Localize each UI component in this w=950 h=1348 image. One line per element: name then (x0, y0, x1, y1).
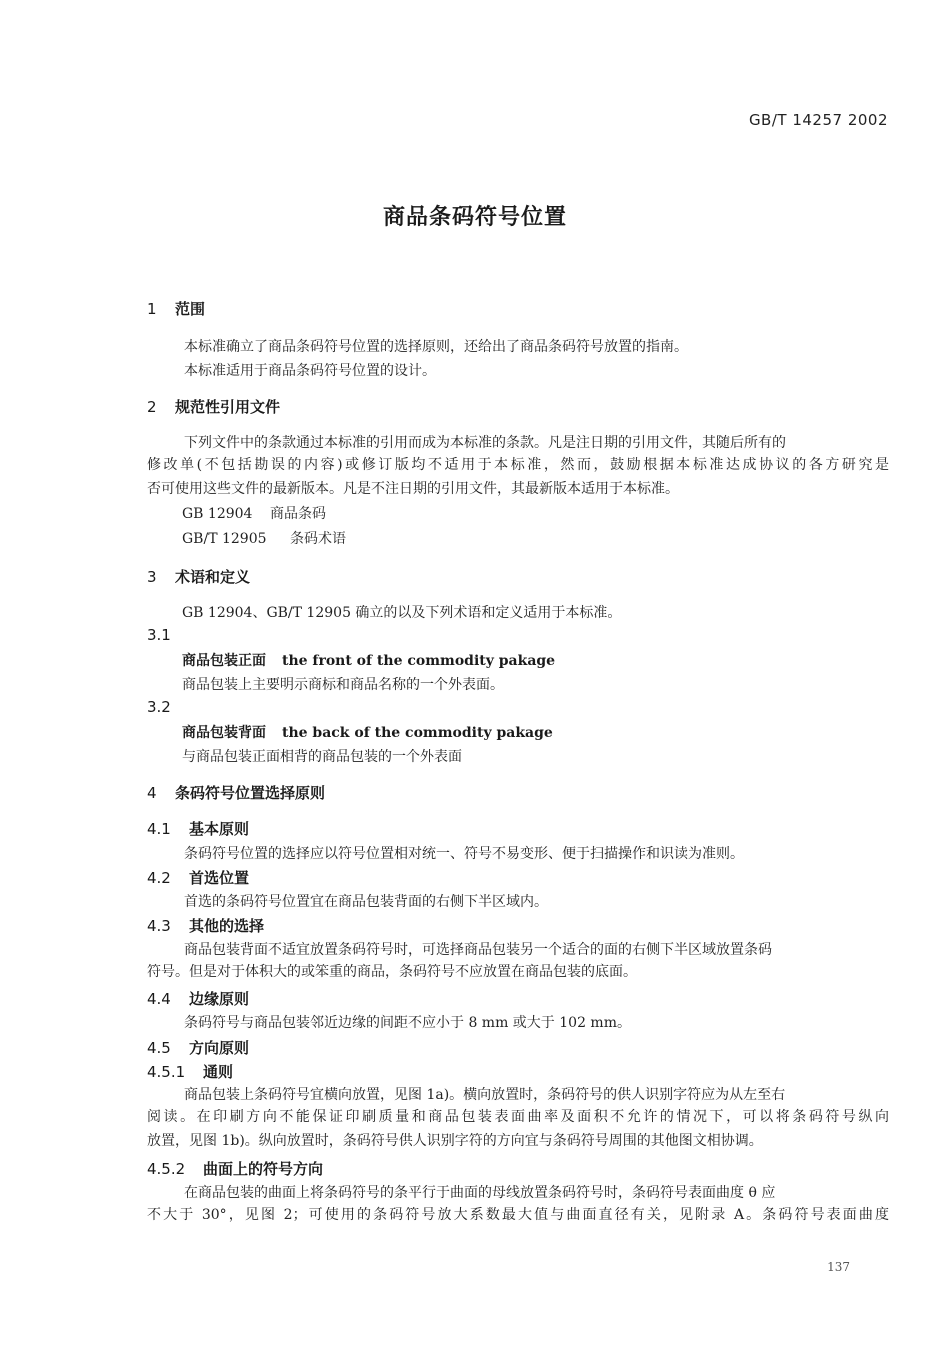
section-number: 1 (147, 300, 157, 318)
paragraph-line: 在商品包装的曲面上将条码符号的条平行于曲面的母线放置条码符号时，条码符号表面曲度 θ 应 (184, 1185, 776, 1201)
term-definition: 商品包装上主要明示商标和商品名称的一个外表面。 (182, 677, 504, 693)
subsection-4-2-heading (147, 867, 249, 888)
subsection-title: 首选位置 (189, 869, 250, 887)
reference-code: GB 12904 (182, 506, 253, 522)
term-number: 3.2 (147, 698, 171, 716)
term-name-cn: 商品包装背面 (182, 725, 266, 741)
subsection-4-5-heading (147, 1037, 249, 1058)
paragraph-line: 商品包装上条码符号宜横向放置，见图 1a)。横向放置时，条码符号的供人识别字符应为从左至右 (184, 1087, 786, 1103)
subsection-number: 4.5.1 (147, 1063, 186, 1081)
subsection-title: 通则 (203, 1063, 234, 1081)
page-title: 商品条码符号位置 (382, 205, 567, 230)
standard-code: GB/T 14257 2002 (748, 111, 888, 129)
paragraph-line: 不大于 30°，见图 2；可使用的条码符号放大系数最大值与曲面直径有关，见附录 A。条码符号表面曲度 (147, 1207, 889, 1223)
subsection-number: 4.3 (147, 917, 171, 935)
paragraph: 首选的条码符号位置宜在商品包装背面的右侧下半区域内。 (184, 894, 548, 910)
paragraph-line: 下列文件中的条款通过本标准的引用而成为本标准的条款。凡是注日期的引用文件，其随后所有的 (184, 435, 786, 451)
section-title: 条码符号位置选择原则 (175, 784, 326, 802)
reference-code: GB/T 12905 (182, 531, 267, 547)
subsection-4-5-2-heading (147, 1158, 323, 1179)
reference-name: 条码术语 (290, 531, 346, 547)
section-number: 2 (147, 398, 157, 416)
reference-item (182, 503, 326, 523)
subsection-title: 其他的选择 (189, 917, 265, 935)
paragraph: GB 12904、GB/T 12905 确立的以及下列术语和定义适用于本标准。 (182, 605, 622, 621)
paragraph-line: 商品包装背面不适宜放置条码符号时，可选择商品包装另一个适合的面的右侧下半区域放置条码 (184, 942, 772, 958)
subsection-number: 4.4 (147, 990, 171, 1008)
section-title: 范围 (175, 300, 206, 318)
section-1-heading (147, 298, 205, 319)
subsection-4-3-heading (147, 915, 264, 936)
section-3-heading (147, 566, 250, 587)
subsection-title: 方向原则 (189, 1039, 250, 1057)
reference-item (182, 528, 346, 548)
subsection-title: 基本原则 (189, 820, 250, 838)
term-heading (182, 650, 555, 670)
paragraph-line: 否可使用这些文件的最新版本。凡是不注日期的引用文件，其最新版本适用于本标准。 (147, 481, 679, 497)
subsection-title: 边缘原则 (189, 990, 250, 1008)
subsection-title: 曲面上的符号方向 (203, 1160, 324, 1178)
paragraph: 本标准确立了商品条码符号位置的选择原则，还给出了商品条码符号放置的指南。 (184, 339, 688, 355)
section-title: 规范性引用文件 (175, 398, 281, 416)
subsection-4-5-1-heading (147, 1061, 233, 1082)
subsection-4-1-heading (147, 818, 249, 839)
term-name-cn: 商品包装正面 (182, 653, 266, 669)
section-number: 3 (147, 568, 157, 586)
page-number: 137 (827, 1260, 850, 1274)
reference-name: 商品条码 (270, 506, 326, 522)
section-2-heading (147, 396, 280, 417)
term-name-en: the back of the commodity pakage (282, 725, 553, 741)
term-name-en: the front of the commodity pakage (282, 653, 556, 669)
paragraph: 本标准适用于商品条码符号位置的设计。 (184, 363, 436, 379)
paragraph-line: 符号。但是对于体积大的或笨重的商品，条码符号不应放置在商品包装的底面。 (147, 964, 637, 980)
subsection-number: 4.5.2 (147, 1160, 186, 1178)
paragraph-line: 修改单(不包括勘误的内容)或修订版均不适用于本标准，然而，鼓励根据本标准达成协议的各方研究是 (147, 457, 889, 473)
term-number: 3.1 (147, 626, 171, 644)
subsection-number: 4.5 (147, 1039, 171, 1057)
section-number: 4 (147, 784, 157, 802)
paragraph: 条码符号与商品包装邻近边缘的间距不应小于 8 mm 或大于 102 mm。 (184, 1015, 631, 1031)
subsection-4-4-heading (147, 988, 249, 1009)
paragraph-line: 放置，见图 1b)。纵向放置时，条码符号供人识别字符的方向宜与条码符号周围的其他图文相协调。 (147, 1133, 763, 1149)
subsection-number: 4.1 (147, 820, 171, 838)
section-title: 术语和定义 (175, 568, 251, 586)
section-4-heading (147, 782, 325, 803)
paragraph: 条码符号位置的选择应以符号位置相对统一、符号不易变形、便于扫描操作和识读为准则。 (184, 846, 744, 862)
paragraph-line: 阅读。在印刷方向不能保证印刷质量和商品包装表面曲率及面积不允许的情况下，可以将条码符号纵向 (147, 1109, 889, 1125)
term-definition: 与商品包装正面相背的商品包装的一个外表面 (182, 749, 462, 765)
subsection-number: 4.2 (147, 869, 171, 887)
term-heading (182, 722, 553, 742)
